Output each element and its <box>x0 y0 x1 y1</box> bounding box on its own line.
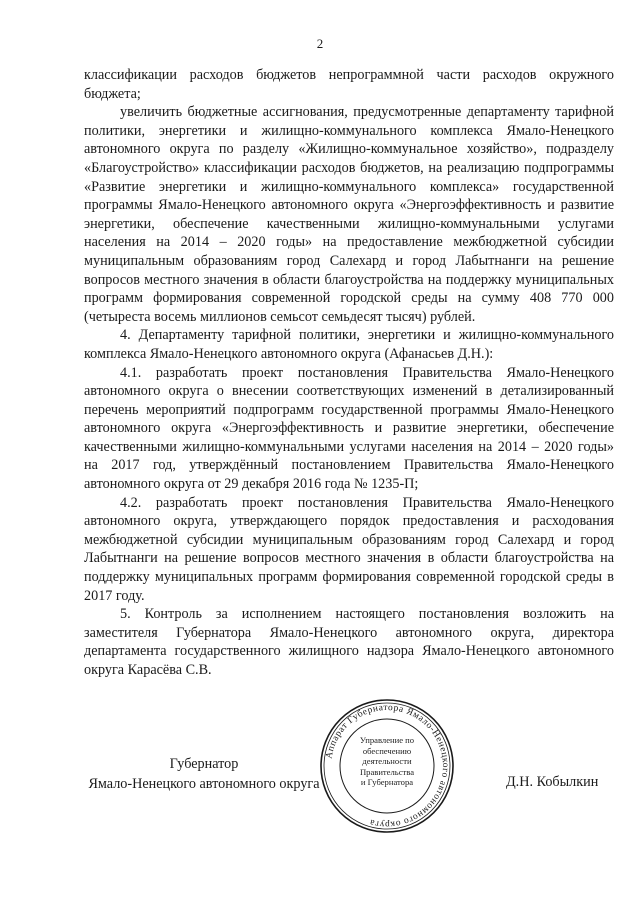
signature-title-line1: Губернатор <box>169 756 239 772</box>
seal-line-4: Правительства <box>359 766 415 777</box>
official-seal <box>318 697 456 835</box>
seal-center-text <box>342 735 432 788</box>
paragraph-4-1: 4.1. разработать проект постановления Правительства Ямало-Ненецкого автономного округа о внесении соответствующих изменений в детализированный перечень мероприятий подпрограмм государственной программы Ямало-Ненецкого автономного округа «Энергоэффективность и развитие энергетики, обеспечение качественными жилищно-коммунальными услугами населения на 2014 – 2020 годы» на 2017 год, утверждённый постановлением Правительства Ямало-Ненецкого автономного округа от 29 декабря 2016 года № 1235-П; <box>84 364 614 493</box>
paragraph-2: увеличить бюджетные ассигнования, предусмотренные департаменту тарифной политики, энергетики и жилищно-коммунального комплекса Ямало-Ненецкого автономного округа по разделу «Жилищно-коммунальное хозяйство», подразделу «Благоустройство» классификации расходов бюджетов, на реализацию подпрограммы «Развитие энергетики и жилищно-коммунального комплекса» государственной программы Ямало-Ненецкого автономного округа «Энергоэффективность и развитие энергетики, обеспечение качественными жилищно-коммунальными услугами населения на 2014 – 2020 годы» на предоставление межбюджетной субсидии муниципальным образованиям город Салехард и город Лабытнанги на решение вопросов местного значения в области благоустройства на поддержку муниципальных программ формирования современной городской среды на сумму 408 770 000 (четыреста восемь миллионов семьсот семьдесят тысяч) рублей. <box>84 104 614 325</box>
seal-line-3: деятельности <box>362 756 412 767</box>
paragraph-4-2: 4.2. разработать проект постановления Правительства Ямало-Ненецкого автономного округа, утверждающего порядок предоставления и расходования межбюджетной субсидии муниципальным образованиям город Салехард и город Лабытнанги на решение вопросов местного значения в области благоустройства на поддержку муниципальных программ формирования современной городской среды в 2017 году. <box>84 494 614 604</box>
document-body <box>84 66 614 680</box>
paragraph-3: 4. Департаменту тарифной политики, энергетики и жилищно-коммунального комплекса Ямало-Ненецкого автономного округа (Афанасьев Д.Н.): <box>84 327 614 362</box>
signature-title <box>84 754 324 794</box>
signature-title-line2: Ямало-Ненецкого автономного округа <box>88 776 320 792</box>
seal-line-1: Управление по <box>359 735 415 745</box>
seal-line-2: обеспечению <box>362 745 412 756</box>
paragraph-1: классификации расходов бюджетов непрограммной части расходов окружного бюджета; <box>84 67 614 102</box>
page-number: 2 <box>316 36 324 51</box>
seal-line-5: и Губернатора <box>360 777 414 788</box>
signatory-name: Д.Н. Кобылкин <box>506 774 599 790</box>
seal-outer-text: Аппарат Губернатора Ямало-Ненецкого автономного округа <box>324 702 451 830</box>
paragraph-5: 5. Контроль за исполнением настоящего постановления возложить на заместителя Губернатора Ямало-Ненецкого автономного округа, директора департамента государственного жилищного надзора Ямало-Ненецкого автономного округа Карасёва С.В. <box>84 606 614 678</box>
